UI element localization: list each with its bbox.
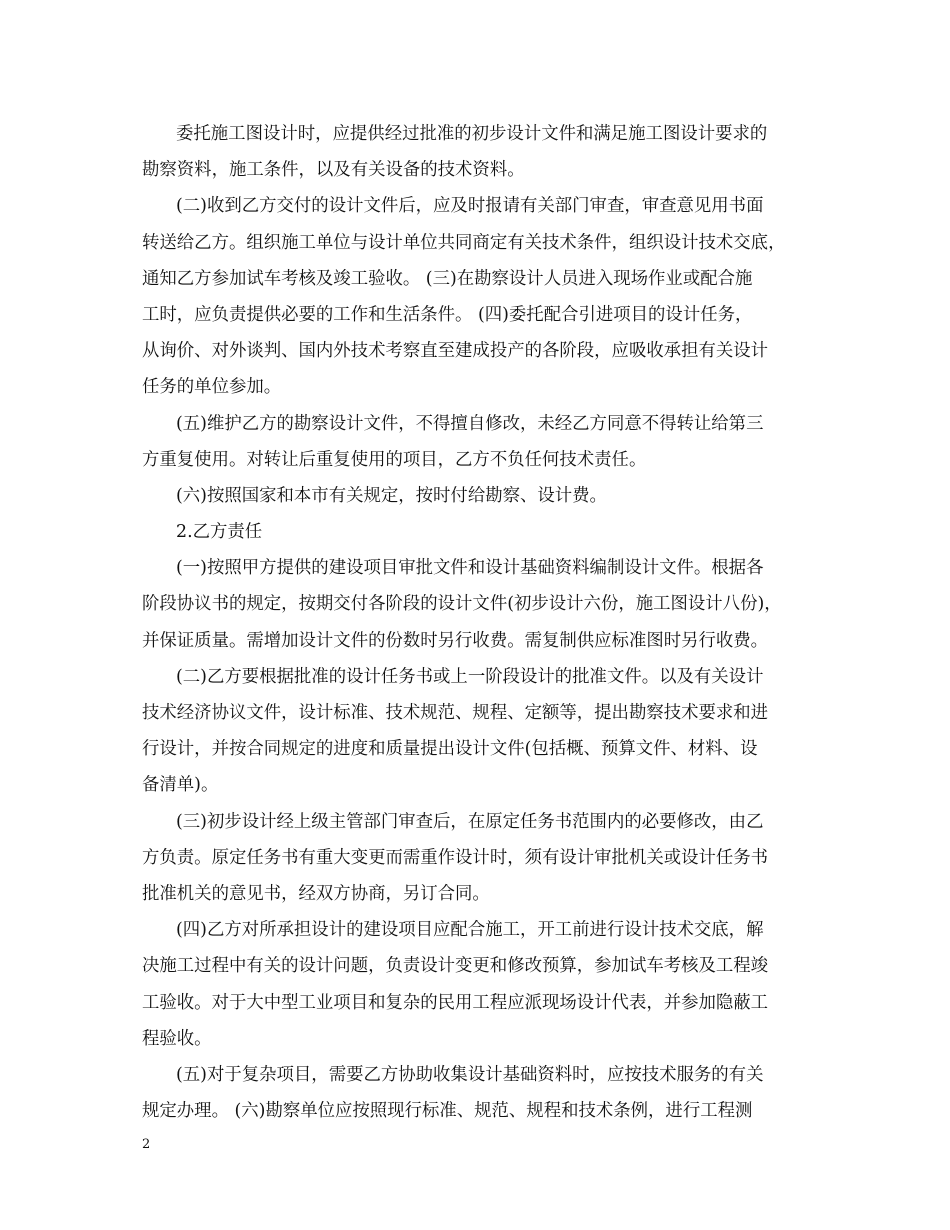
- text-line: 工验收。对于大中型工业项目和复杂的民用工程应派现场设计代表，并参加隐蔽工: [142, 992, 769, 1013]
- text-line: 工时，应负责提供必要的工作和生活条件。 (四)委托配合引进项目的设计任务，: [142, 304, 753, 325]
- document-body: [142, 116, 814, 1129]
- text-line: 通知乙方参加试车考核及竣工验收。 (三)在勘察设计人员进入现场作业或配合施: [142, 268, 753, 289]
- text-line: (四)乙方对所承担设计的建设项目应配合施工，开工前进行设计技术交底，解: [176, 920, 764, 941]
- text-line: 2.乙方责任: [176, 522, 263, 543]
- text-line: 从询价、对外谈判、国内外技术考察直至建成投产的各阶段，应吸收承担有关设计: [142, 341, 769, 362]
- text-line: 任务的单位参加。: [142, 377, 282, 398]
- text-line: (三)初步设计经上级主管部门审查后，在原定任务书范围内的必要修改，由乙: [176, 811, 764, 832]
- text-line: 决施工过程中有关的设计问题，负责设计变更和修改预算，参加试车考核及工程竣: [142, 956, 769, 977]
- page-number: 2: [142, 1137, 151, 1152]
- text-line: (五)维护乙方的勘察设计文件，不得擅自修改，未经乙方同意不得转让给第三: [176, 413, 764, 434]
- text-line: 技术经济协议文件，设计标准、技术规范、规程、定额等，提出勘察技术要求和进: [142, 703, 769, 723]
- text-line: (五)对于复杂项目，需要乙方协助收集设计基础资料时，应按技术服务的有关: [176, 1064, 764, 1085]
- text-line: (一)按照甲方提供的建设项目审批文件和设计基础资料编制设计文件。根据各: [176, 558, 764, 579]
- text-line: (二)收到乙方交付的设计文件后，应及时报请有关部门审查，审查意见用书面: [176, 196, 764, 217]
- text-line: 阶段协议书的规定，按期交付各阶段的设计文件(初步设计六份，施工图设计八份)，: [142, 594, 782, 615]
- text-line: 勘察资料，施工条件，以及有关设备的技术资料。: [142, 160, 525, 181]
- text-line: 并保证质量。需增加设计文件的份数时另行收费。需复制供应标准图时另行收费。: [142, 630, 769, 651]
- text-line: (六)按照国家和本市有关规定，按时付给勘察、设计费。: [176, 485, 607, 506]
- text-line: 方负责。原定任务书有重大变更而需重作设计时，须有设计审批机关或设计任务书: [142, 847, 769, 868]
- text-line: 批准机关的意见书，经双方协商，另订合同。: [142, 883, 490, 904]
- text-line: 方重复使用。对转让后重复使用的项目，乙方不负任何技术责任。: [142, 449, 647, 470]
- text-line: 规定办理。 (六)勘察单位应按照现行标准、规范、规程和技术条例，进行工程测: [142, 1101, 753, 1122]
- text-line: 委托施工图设计时，应提供经过批准的初步设计文件和满足施工图设计要求的: [176, 124, 768, 144]
- text-line: 行设计，并按合同规定的进度和质量提出设计文件(包括概、预算文件、材料、设: [142, 739, 758, 760]
- text-line: 备清单)。: [142, 775, 219, 796]
- text-line: (二)乙方要根据批准的设计任务书或上一阶段设计的批准文件。以及有关设计: [176, 666, 764, 687]
- text-line: 程验收。: [142, 1028, 212, 1049]
- text-line: 转送给乙方。组织施工单位与设计单位共同商定有关技术条件，组织设计技术交底，: [142, 232, 786, 253]
